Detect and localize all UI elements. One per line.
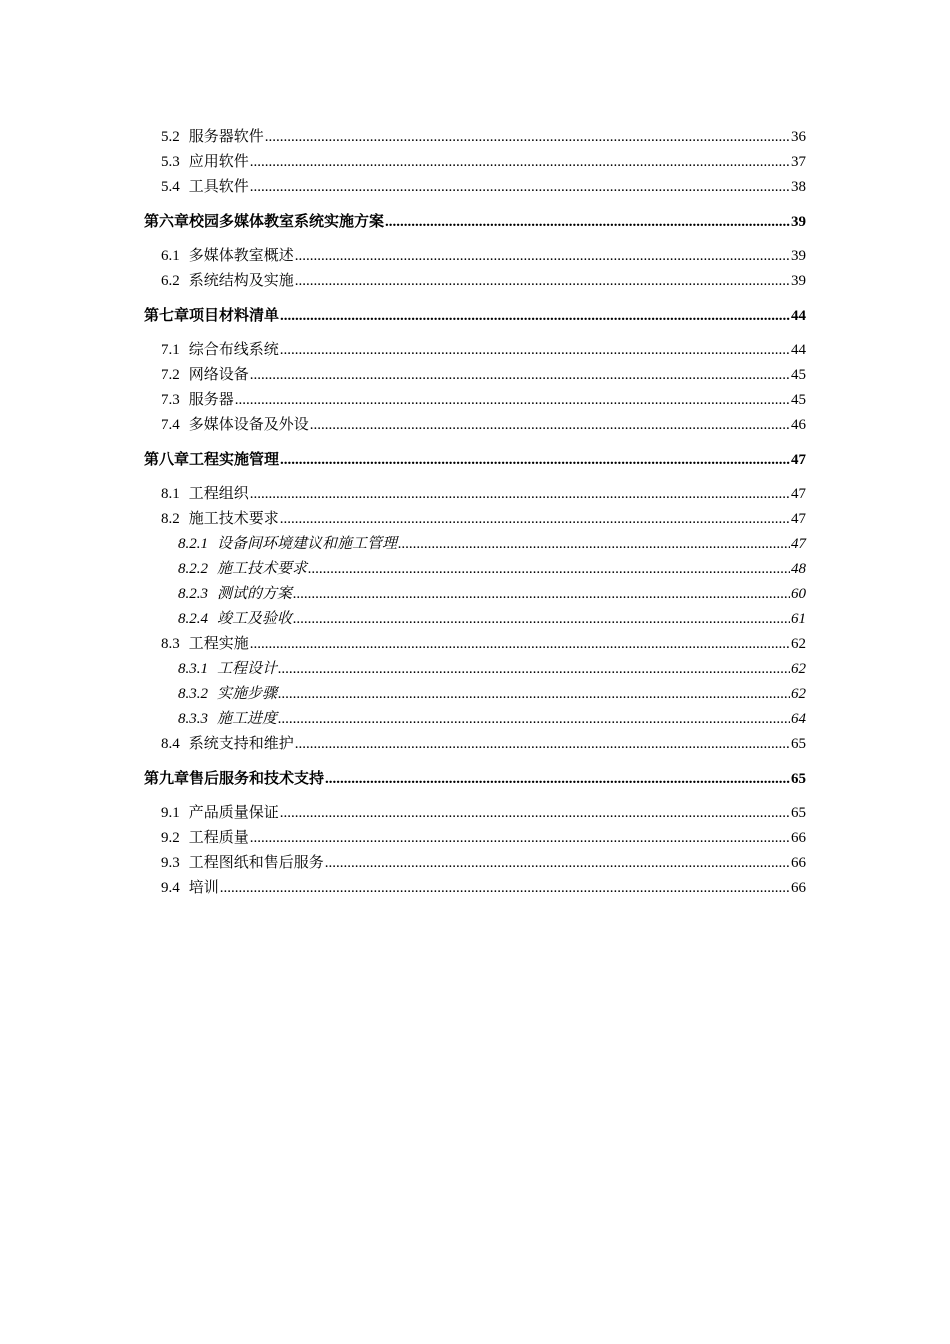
toc-entry-number: 8.2.4 (178, 611, 208, 627)
toc-page-number: 37 (791, 154, 806, 170)
toc-entry-number: 8.2.3 (178, 586, 208, 602)
toc-chapter-entry[interactable] (144, 762, 806, 796)
toc-page-number: 47 (791, 486, 806, 502)
toc-entry-title: 实施步骤 (217, 686, 278, 702)
toc-entry[interactable] (144, 532, 806, 557)
toc-entry[interactable] (144, 801, 806, 826)
toc-dot-leader (280, 507, 790, 532)
toc-dot-leader (250, 175, 790, 200)
toc-entry-number: 9.4 (161, 880, 180, 896)
toc-entry-number: 5.2 (161, 129, 180, 145)
toc-page-number: 39 (791, 248, 806, 264)
toc-page-number: 39 (791, 273, 806, 289)
toc-entry-number: 7.1 (161, 342, 180, 358)
toc-entry[interactable] (144, 557, 806, 582)
toc-entry-number: 5.4 (161, 179, 180, 195)
toc-entry-title: 综合布线系统 (188, 342, 279, 358)
toc-entry-number: 6.1 (161, 248, 180, 264)
toc-dot-leader (235, 388, 790, 413)
toc-page-number: 66 (791, 830, 806, 846)
toc-entry-number: 9.2 (161, 830, 180, 846)
toc-dot-leader (250, 482, 790, 507)
toc-entry-number: 6.2 (161, 273, 180, 289)
toc-page-number: 44 (791, 342, 806, 358)
toc-entry-title: 竣工及验收 (217, 611, 293, 627)
toc-entry[interactable] (144, 582, 806, 607)
toc-dot-leader (295, 732, 790, 757)
toc-dot-leader (308, 557, 790, 582)
toc-entry-title: 系统结构及实施 (188, 273, 294, 289)
toc-entry[interactable] (144, 632, 806, 657)
toc-dot-leader (250, 363, 790, 388)
toc-entry-number: 9.1 (161, 805, 180, 821)
toc-entry-number: 5.3 (161, 154, 180, 170)
toc-page-number: 38 (791, 179, 806, 195)
toc-chapter-entry[interactable] (144, 299, 806, 333)
toc-entry[interactable] (144, 607, 806, 632)
toc-entry-title: 多媒体教室概述 (188, 248, 294, 264)
toc-page-number: 45 (791, 367, 806, 383)
toc-dot-leader (265, 125, 790, 150)
toc-entry[interactable] (144, 413, 806, 438)
toc-entry-title: 服务器 (188, 392, 234, 408)
toc-dot-leader (280, 338, 790, 363)
toc-entry-title: 工程实施 (188, 636, 249, 652)
toc-entry-title: 多媒体设备及外设 (188, 417, 309, 433)
toc-entry[interactable] (144, 150, 806, 175)
toc-entry-title: 培训 (188, 880, 219, 896)
toc-entry[interactable] (144, 657, 806, 682)
toc-dot-leader (385, 205, 790, 239)
toc-entry-number: 第九章 (144, 771, 190, 787)
toc-page-number: 47 (791, 536, 806, 552)
toc-entry[interactable] (144, 507, 806, 532)
toc-chapter-entry[interactable] (144, 443, 806, 477)
toc-page-number: 47 (791, 511, 806, 527)
toc-entry-title: 工程图纸和售后服务 (188, 855, 324, 871)
toc-page-number: 62 (791, 686, 806, 702)
toc-entry-number: 7.3 (161, 392, 180, 408)
toc-entry-title: 服务器软件 (188, 129, 264, 145)
toc-entry-title: 工具软件 (188, 179, 249, 195)
toc-entry-title: 应用软件 (188, 154, 249, 170)
toc-dot-leader (293, 582, 790, 607)
toc-dot-leader (280, 299, 790, 333)
toc-entry-number: 8.3 (161, 636, 180, 652)
toc-entry[interactable] (144, 125, 806, 150)
toc-page-number: 62 (791, 661, 806, 677)
toc-page-number: 60 (791, 586, 806, 602)
toc-entry[interactable] (144, 851, 806, 876)
toc-dot-leader (280, 443, 790, 477)
toc-dot-leader (325, 762, 790, 796)
toc-dot-leader (220, 876, 790, 901)
toc-entry-number: 7.2 (161, 367, 180, 383)
toc-page-number: 65 (791, 736, 806, 752)
toc-entry-title: 施工进度 (217, 711, 278, 727)
toc-entry[interactable] (144, 876, 806, 901)
toc-dot-leader (250, 826, 790, 851)
toc-page-number: 65 (791, 805, 806, 821)
toc-dot-leader (278, 682, 790, 707)
toc-entry-title: 校园多媒体教室系统实施方案 (189, 214, 385, 230)
toc-entry-title: 网络设备 (188, 367, 249, 383)
toc-entry[interactable] (144, 244, 806, 269)
toc-entry[interactable] (144, 269, 806, 294)
toc-entry-title: 工程设计 (217, 661, 278, 677)
toc-entry-title: 设备间环境建议和施工管理 (217, 536, 398, 552)
toc-entry-number: 8.3.2 (178, 686, 208, 702)
toc-entry-number: 7.4 (161, 417, 180, 433)
toc-page-number: 46 (791, 417, 806, 433)
toc-entry-number: 第八章 (144, 452, 190, 468)
toc-entry-number: 第六章 (144, 214, 190, 230)
toc-dot-leader (250, 150, 790, 175)
toc-dot-leader (295, 269, 790, 294)
toc-entry-title: 售后服务和技术支持 (189, 771, 325, 787)
toc-dot-leader (278, 657, 790, 682)
toc-entry-title: 测试的方案 (217, 586, 293, 602)
toc-entry[interactable] (144, 338, 806, 363)
toc-entry-number: 8.4 (161, 736, 180, 752)
toc-entry[interactable] (144, 707, 806, 732)
toc-entry[interactable] (144, 482, 806, 507)
toc-entry-number: 8.2.2 (178, 561, 208, 577)
toc-entry[interactable] (144, 682, 806, 707)
toc-entry[interactable] (144, 388, 806, 413)
toc-page-number: 64 (791, 711, 806, 727)
toc-dot-leader (293, 607, 790, 632)
toc-entry-title: 系统支持和维护 (188, 736, 294, 752)
toc-entry[interactable] (144, 732, 806, 757)
toc-entry-title: 产品质量保证 (188, 805, 279, 821)
toc-page-number: 66 (791, 880, 806, 896)
toc-page-number: 47 (791, 452, 806, 468)
table-of-contents (144, 125, 806, 901)
toc-dot-leader (310, 413, 790, 438)
toc-dot-leader (325, 851, 790, 876)
toc-entry-number: 8.2.1 (178, 536, 208, 552)
toc-entry-number: 8.3.1 (178, 661, 208, 677)
toc-entry-title: 施工技术要求 (217, 561, 308, 577)
toc-entry-number: 9.3 (161, 855, 180, 871)
toc-dot-leader (250, 632, 790, 657)
toc-entry[interactable] (144, 175, 806, 200)
toc-page-number: 39 (791, 214, 806, 230)
toc-dot-leader (398, 532, 790, 557)
toc-entry-number: 8.1 (161, 486, 180, 502)
toc-entry-number: 8.2 (161, 511, 180, 527)
toc-dot-leader (280, 801, 790, 826)
toc-page-number: 36 (791, 129, 806, 145)
toc-entry-title: 工程实施管理 (189, 452, 280, 468)
toc-entry[interactable] (144, 826, 806, 851)
toc-page-number: 45 (791, 392, 806, 408)
toc-entry-title: 施工技术要求 (188, 511, 279, 527)
toc-chapter-entry[interactable] (144, 205, 806, 239)
toc-page-number: 44 (791, 308, 806, 324)
toc-entry-title: 工程质量 (188, 830, 249, 846)
toc-page-number: 48 (791, 561, 806, 577)
toc-page-number: 66 (791, 855, 806, 871)
toc-entry-number: 8.3.3 (178, 711, 208, 727)
toc-dot-leader (295, 244, 790, 269)
toc-entry-title: 项目材料清单 (189, 308, 280, 324)
toc-page-number: 65 (791, 771, 806, 787)
toc-page-number: 62 (791, 636, 806, 652)
toc-entry-title: 工程组织 (188, 486, 249, 502)
toc-dot-leader (278, 707, 790, 732)
toc-entry-number: 第七章 (144, 308, 190, 324)
toc-entry[interactable] (144, 363, 806, 388)
toc-page-number: 61 (791, 611, 806, 627)
